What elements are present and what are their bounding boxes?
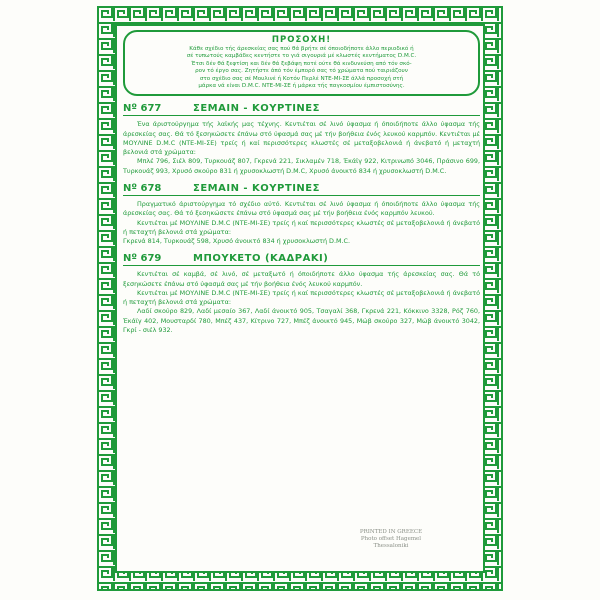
section-header: [123, 103, 480, 116]
section-number: Nº 677: [123, 103, 162, 115]
notice-line: σέ τυπωτούς καμβάδες κεντήστε το γιά σιγουριά μέ κλωστές κεντήματος D.M.C.: [186, 53, 417, 60]
notice-box: [123, 30, 480, 96]
section-678: [123, 183, 480, 246]
section-677: [123, 103, 480, 176]
notice-line: ρον τό έργο σας. Ζητήστε άπό τόν έμπορό σας τό χρώματα πού ταιριάζουν: [195, 68, 408, 75]
section-679: [123, 253, 480, 335]
section-paragraph: Κεντιέται σέ καμβά, σέ λινό, σέ μεταξωτό ή όποιδήποτε άλλο ύφασμα τής άρεσκείας σας. Θά τό ξεσηκώσετε έπάνω στό ύφασμά σας μέ τήν βοήθεια ένός λευκού καρμπόν.: [123, 270, 480, 288]
section-title: ΣΕΜΑΙΝ - ΚΟΥΡΤΙΝΕΣ: [193, 182, 320, 194]
section-number: Nº 679: [123, 253, 162, 265]
notice-title: ΠΡΟΣΟΧΗ!: [271, 35, 332, 45]
section-paragraph: Ένα άριστούργημα τής λαϊκής μας τέχνης. Κεντιέται σέ λινό ύφασμα ή όποιδήποτε άλλο ύφασμα τής άρεσκείας σας. Θά τό ξεσηκώσετε έπάνω στό ύφασμά σας μέ τήν βοήθεια ένός λευκού καρμπόν. Κεντιέται μέ ΜΟΥΛΙΝΕ D.M.C (ΝΤΕ-ΜΙ-ΣΕ) τρείς ή καί περισσότερες κλωστές σέ μεταξοβελονιά ή άνεβατό ή μεταχτή βελονιά στά χρώματα:: [123, 120, 480, 157]
imprint-line: Thessaloniki: [373, 542, 409, 549]
notice-line: Έτσι δέν θά ξεφτίση και δέν θά ξεβάψη ποτέ ούτε θά κινδυνεύση από τόν σκό-: [191, 60, 412, 67]
printer-imprint: [326, 529, 456, 550]
section-paragraph: Πραγματικό άριστούργημα τό σχέδιο αύτό. Κεντιέται σέ λινό ύφασμα ή όποιδήποτε άλλο ύφασμα τής άρεσκείας σας. Θά τό ξεσηκώσετε έπάνω στό ύφασμά σας μέ τήν βοήθεια ένός καρμπόν λευκού.: [123, 199, 480, 218]
section-colors: Μπλέ 796, Σιέλ 809, Τυρκουάζ 807, Γκρενά 221, Σικλαμέν 718, Έκάϊγ 922, Κιτρινωπό 3046, Πράσινο 699, Τυρκουάζ 993, Χρυσό σκούρο 831 ή χρυσοκλωστή D.M.C, Χρυσό άνοικτό 834 ή χρυσοκλωστή D.M.C.: [123, 157, 480, 175]
section-colors: Λαδί σκούρο 829, Λαδί μεσαίο 367, Λαδί άνοικτό 905, Τσαγαλί 368, Γκρενά 221, Κόκκινο 3328, Ρόζ 760, Έκάϊγ 402, Μουσταρδί 780, Μπέζ 437, Κίτρινο 727, Μπέζ άνοικτό 945, Μώβ σκούρο 327, Μώβ άνοικτό 3042, Γκρί - σιέλ 932.: [123, 307, 480, 335]
notice-line: στο σχέδιο σας σέ Μουλινέ ή Κοτόν Περλέ ΝΤΕ-ΜΙ-ΣΕ άλλά προσοχή στή: [199, 75, 404, 82]
imprint-line: PRINTED IN GREECE: [359, 529, 423, 535]
section-paragraph: Κεντιέται μέ ΜΟΥΛΙΝΕ D.M.C (ΝΤΕ-ΜΙ-ΣΕ) τρείς ή καί περισσότερες κλωστές σέ μεταξοβελονιά ή άνεβατό ή πεταχτή βελονιά στά χρώματα:: [123, 218, 480, 236]
imprint-line: Photo offset Hagemel: [360, 535, 422, 542]
notice-line: μάρκα νά είναι D.M.C. ΝΤΕ-ΜΙ-ΣΕ ή μάρκα τής παγκοσμίου έμπιστοσύνης.: [198, 82, 405, 89]
section-title: ΣΕΜΑΙΝ - ΚΟΥΡΤΙΝΕΣ: [193, 103, 320, 115]
section-title: ΜΠΟΥΚΕΤΟ (ΚΑΔΡΑΚΙ): [193, 253, 329, 265]
section-paragraph: Κεντιέται μέ ΜΟΥΛΙΝΕ D.M.C (ΝΤΕ-ΜΙ-ΣΕ) τρείς ή καί περισσότερες κλωστές σέ μεταξοβελονιά ή άνεβατό ή πεταχτή βελονιά στά χρώματα:: [123, 288, 480, 307]
section-header: [123, 253, 480, 266]
section-number: Nº 678: [123, 182, 162, 194]
section-header: [123, 183, 480, 196]
notice-line: Κάθε σχέδιο τής άρεσκείας σας πού θά βρήτε σέ όποιοδήποτε άλλο περιοδικό ή: [189, 46, 414, 52]
text-content: [123, 30, 480, 335]
notice-body: [133, 46, 470, 90]
section-colors: Γκρενά 814, Τυρκουάζ 598, Χρυσό άνοικτό 834 ή χρυσοκλωστή D.M.C.: [123, 237, 351, 246]
